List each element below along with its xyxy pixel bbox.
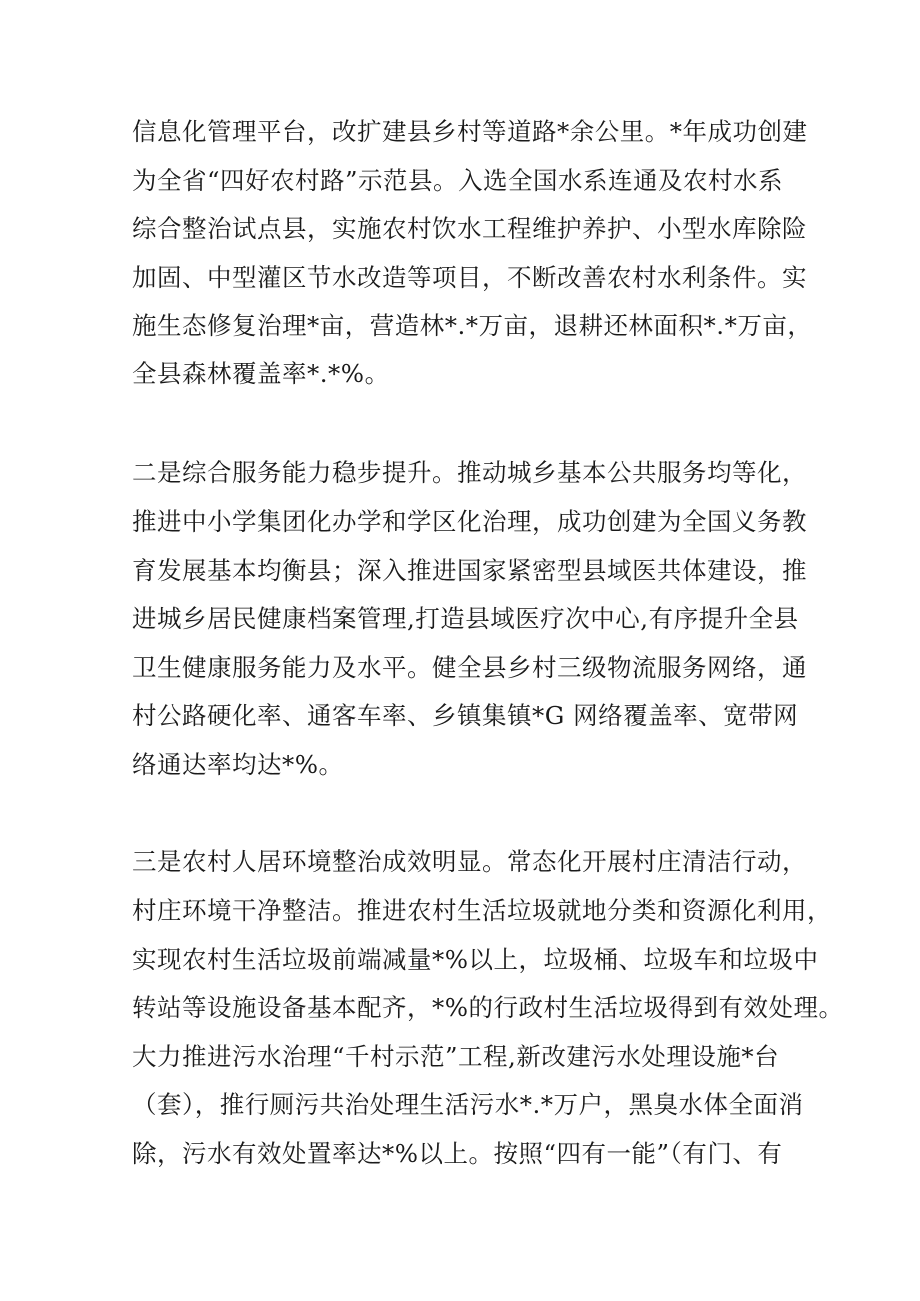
paragraph-1-line-6: 全县森林覆盖率*.*%。 — [132, 359, 390, 388]
paragraph-3-line-2: 村庄环境干净整洁。推进农村生活垃圾就地分类和资源化利用， — [132, 896, 832, 925]
paragraph-2-line-5: 卫生健康服务能力及水平。健全县乡村三级物流服务网络，通 — [132, 653, 807, 682]
paragraph-2-line-7: 络通达率均达*%。 — [132, 750, 344, 779]
paragraph-1-line-5: 施生态修复治理*亩，营造林*.*万亩，退耕还林面积*.*万亩， — [132, 311, 813, 340]
paragraph-3-line-7: 除，污水有效处置率达*%以上。按照“四有一能”（有门、有 — [132, 1139, 783, 1168]
paragraph-1-line-2: 为全省“四好农村路”示范县。入选全国水系连通及农村水系 — [132, 166, 784, 195]
paragraph-3-line-3: 实现农村生活垃圾前端减量*%以上，垃圾桶、垃圾车和垃圾中 — [132, 945, 819, 974]
paragraph-3-line-1: 三是农村人居环境整治成效明显。常态化开展村庄清洁行动， — [132, 847, 807, 876]
paragraph-2-line-6: 村公路硬化率、通客车率、乡镇集镇*G 网络覆盖率、宽带网 — [132, 701, 799, 730]
paragraph-1-line-3: 综合整治试点县，实施农村饮水工程维护养护、小型水库除险 — [132, 214, 807, 243]
paragraph-2-line-4: 进城乡居民健康档案管理,打造县域医疗次中心,有序提升全县 — [132, 604, 799, 633]
paragraph-2-line-3: 育发展基本均衡县；深入推进国家紧密型县域医共体建设，推 — [132, 556, 807, 585]
paragraph-3-line-6: （套），推行厕污共治处理生活污水*.*万户，黑臭水体全面消 — [132, 1090, 804, 1119]
paragraph-1-line-1: 信息化管理平台，改扩建县乡村等道路*余公里。*年成功创建 — [132, 117, 808, 146]
paragraph-2-line-1: 二是综合服务能力稳步提升。推动城乡基本公共服务均等化， — [132, 458, 807, 487]
paragraph-3-line-4: 转站等设施设备基本配齐，*%的行政村生活垃圾得到有效处理。 — [132, 993, 844, 1022]
paragraph-2-line-2: 推进中小学集团化办学和学区化治理，成功创建为全国义务教 — [132, 507, 807, 536]
paragraph-1-line-4: 加固、中型灌区节水改造等项目，不断改善农村水利条件。实 — [132, 263, 807, 292]
paragraph-3-line-5: 大力推进污水治理“千村示范”工程,新改建污水处理设施*台 — [132, 1042, 780, 1071]
